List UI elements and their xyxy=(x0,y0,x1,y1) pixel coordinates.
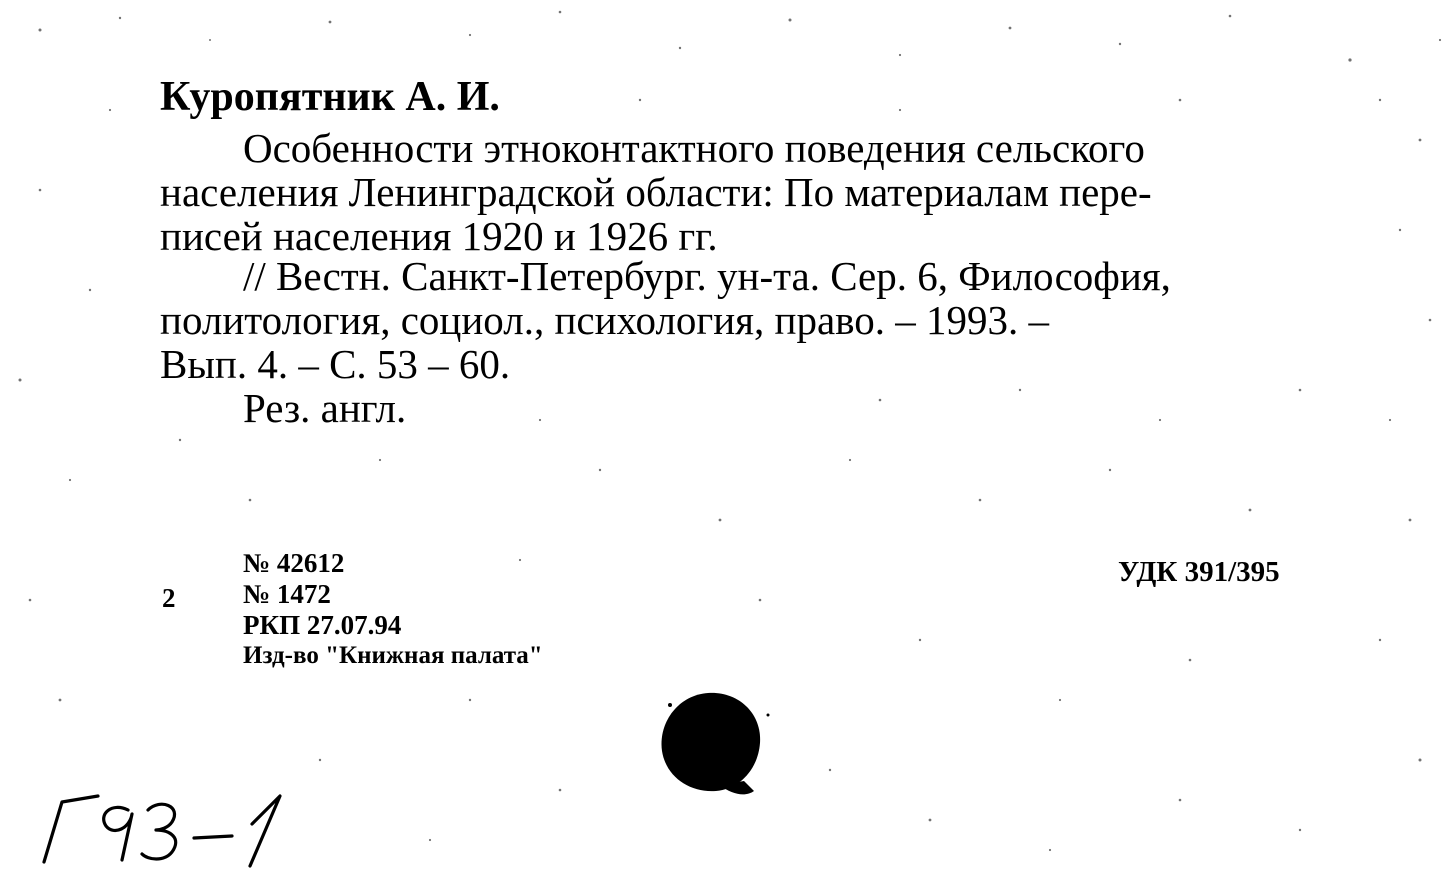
title-line xyxy=(243,125,1335,171)
source-line: Вып. 4. – С. 53 – 60. xyxy=(160,341,511,387)
title-line-text: Особенности этноконтактного поведения сельского xyxy=(243,125,1145,171)
udk-code: УДК 391/395 xyxy=(1118,556,1280,588)
registry-number-1: № 42612 xyxy=(243,548,345,578)
title-line: писей населения 1920 и 1926 гг. xyxy=(160,213,718,259)
card-number: 2 xyxy=(162,583,176,613)
rkp-date: РКП 27.07.94 xyxy=(243,610,402,640)
publisher-line: Изд-во "Книжная палата" xyxy=(243,642,543,669)
source-line: // Вестн. Санкт-Петербург. ун-та. Сер. 6, Философия, xyxy=(243,253,1171,299)
registry-number-2: № 1472 xyxy=(243,579,331,609)
author-heading: Куропятник А. И. xyxy=(160,74,500,120)
ink-blot-hole xyxy=(650,685,780,805)
handwritten-shelfmark xyxy=(36,780,286,870)
title-line: населения Ленинградской области: По материалам пере- xyxy=(160,169,1152,215)
source-line: политология, социол., психология, право. – 1993. – xyxy=(160,297,1049,343)
summary-note: Рез. англ. xyxy=(243,385,407,431)
